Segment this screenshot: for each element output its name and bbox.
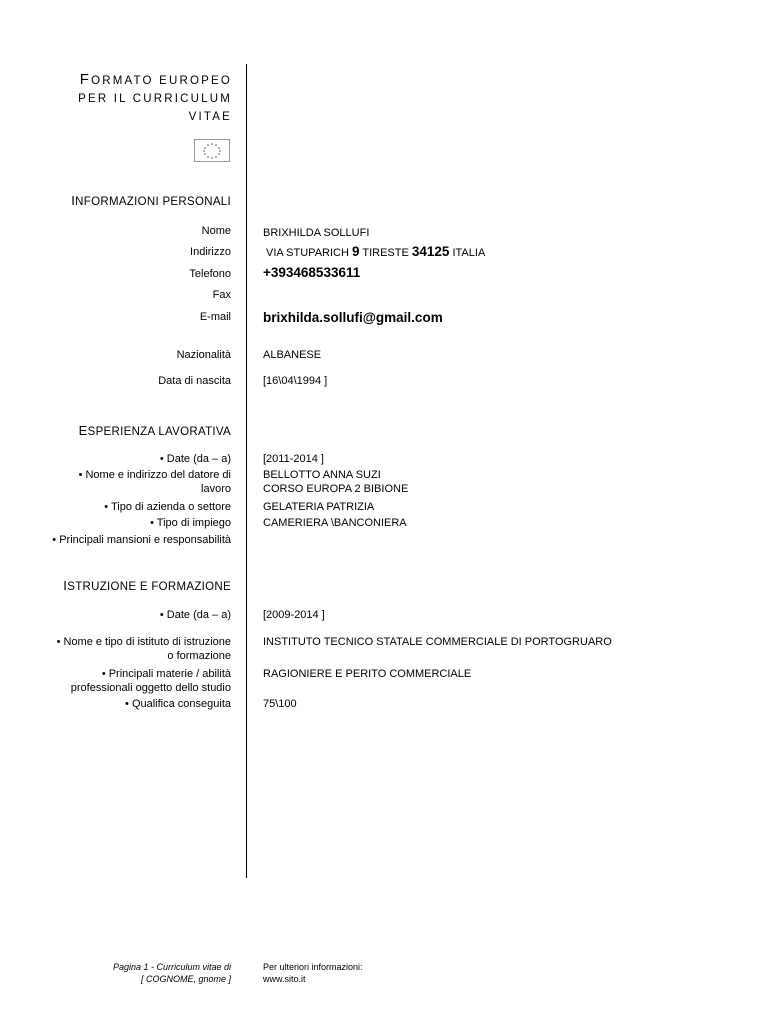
work-dates-label: • Date (da – a) — [159, 453, 231, 465]
education-dates-value: [2009-2014 ] — [263, 609, 325, 621]
sector-value: GELATERIA PATRIZIA — [263, 501, 375, 513]
fax-label: Fax — [212, 289, 231, 301]
employer-label: • Nome e indirizzo del datore di lavoro — [78, 469, 231, 495]
footer-website-link[interactable]: www.sito.it — [263, 974, 306, 984]
birth-date-label: Data di nascita — [158, 375, 231, 387]
duties-label: • Principali mansioni e responsabilità — [52, 534, 231, 546]
column-divider — [246, 64, 247, 878]
footer-page-info: Pagina 1 - Curriculum vitae di [ COGNOME, gnome ] — [112, 962, 231, 984]
footer-more-info: Per ulteriori informazioni: www.sito.it — [263, 962, 363, 984]
email-label: E-mail — [199, 311, 231, 323]
email-value: brixhilda.sollufi@gmail.com — [263, 310, 443, 325]
phone-value: +393468533611 — [263, 265, 361, 280]
institute-value: INSTITUTO TECNICO STATALE COMMERCIALE DI PORTOGRUARO — [263, 636, 612, 648]
address-value: VIA STUPARICH 9 TIRESTE 34125 ITALIA — [266, 244, 486, 259]
subjects-label: • Principali materie / abilità professionali oggetto dello studio — [70, 668, 231, 694]
subjects-value: RAGIONIERE E PERITO COMMERCIALE — [263, 668, 472, 680]
section-heading-education: ISTRUZIONE E FORMAZIONE — [63, 578, 231, 593]
job-type-label: • Tipo di impiego — [150, 517, 231, 529]
nationality-value: ALBANESE — [263, 349, 322, 361]
institute-label: • Nome e tipo di istituto di istruzione o formazione — [56, 636, 231, 662]
work-dates-value: [2011-2014 ] — [263, 453, 324, 465]
address-label: Indirizzo — [190, 246, 231, 258]
document-title: FORMATO EUROPEO PER IL CURRICULUM VITAE — [78, 71, 232, 123]
name-value: BRIXHILDA SOLLUFI — [263, 227, 370, 239]
section-heading-personal: INFORMAZIONI PERSONALI — [71, 193, 231, 208]
phone-label: Telefono — [189, 268, 231, 280]
sector-label: • Tipo di azienda o settore — [104, 501, 231, 513]
qualification-value: 75\100 — [263, 698, 297, 710]
nationality-label: Nazionalità — [176, 349, 231, 361]
job-type-value: CAMERIERA \BANCONIERA — [263, 517, 407, 529]
eu-flag-icon — [194, 139, 230, 162]
qualification-label: • Qualifica conseguita — [125, 698, 231, 710]
name-label: Nome — [201, 225, 231, 237]
birth-date-value: [16\04\1994 ] — [263, 375, 328, 387]
section-heading-work: ESPERIENZA LAVORATIVA — [78, 423, 231, 438]
education-dates-label: • Date (da – a) — [159, 609, 231, 621]
employer-value: BELLOTTO ANNA SUZI CORSO EUROPA 2 BIBIONE — [263, 469, 409, 495]
